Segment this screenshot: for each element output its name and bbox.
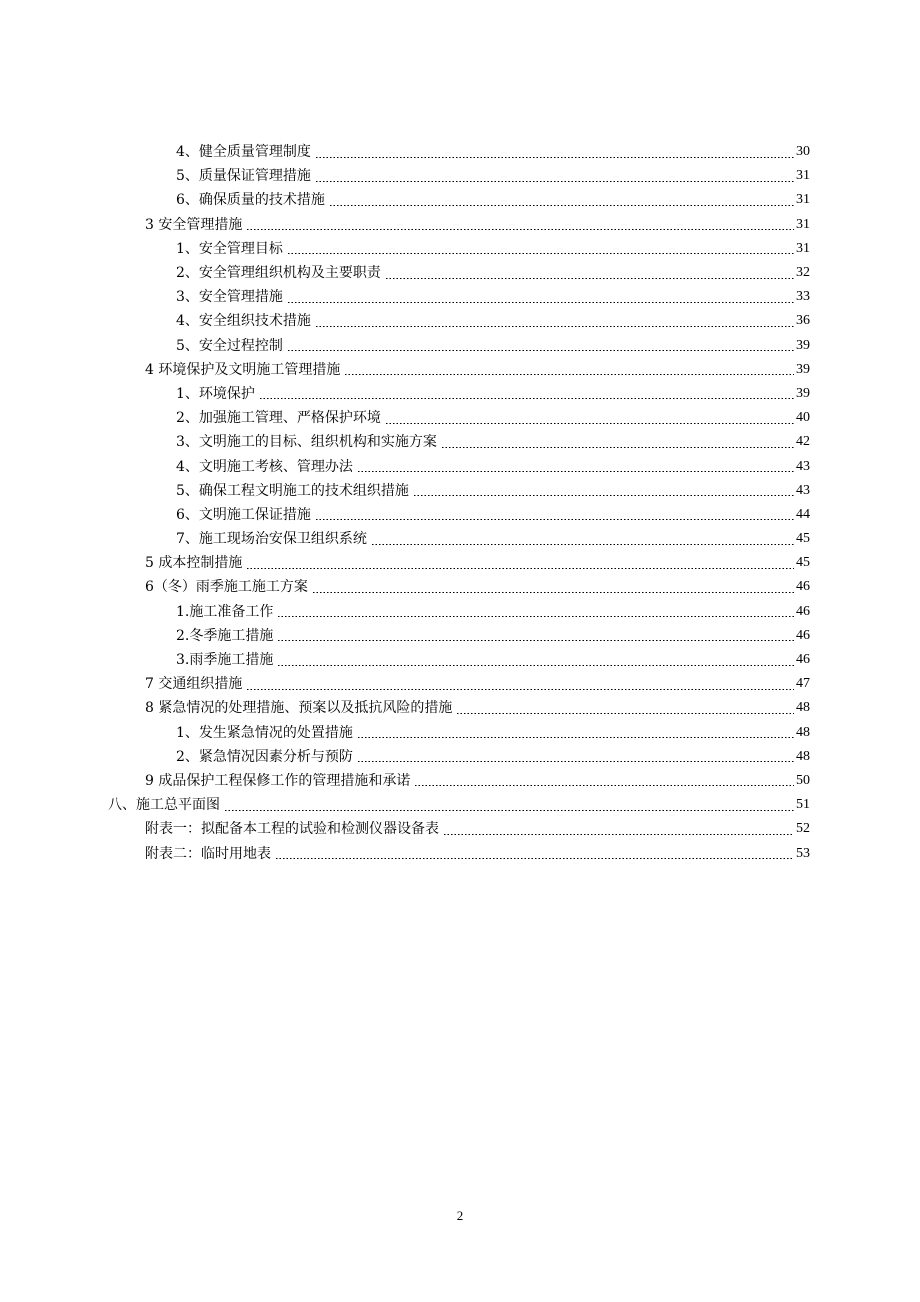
- toc-entry[interactable]: [0, 358, 920, 382]
- toc-dot-leader: [315, 157, 794, 158]
- toc-entry[interactable]: [0, 551, 920, 575]
- toc-entry-page: 42: [796, 434, 810, 450]
- toc-entry-page: 33: [796, 289, 810, 305]
- toc-entry-page: 32: [796, 265, 810, 281]
- toc-entry-title: 5、安全过程控制: [176, 337, 283, 354]
- toc-entry-page: 39: [796, 385, 810, 401]
- toc-entry-title: 7、施工现场治安保卫组织系统: [176, 531, 367, 548]
- toc-entry[interactable]: [0, 285, 920, 309]
- toc-entry-title: 3 安全管理措施: [145, 216, 243, 233]
- toc-entry-title: 1、安全管理目标: [176, 240, 283, 257]
- toc-dot-leader: [259, 398, 794, 399]
- toc-entry-page: 46: [796, 579, 810, 595]
- toc-entry-page: 52: [796, 821, 810, 837]
- toc-entry[interactable]: [0, 672, 920, 696]
- toc-entry-page: 45: [796, 555, 810, 571]
- toc-entry-title: 4、安全组织技术措施: [176, 313, 311, 330]
- toc-dot-leader: [357, 737, 794, 738]
- toc-entry[interactable]: [0, 140, 920, 164]
- toc-entry[interactable]: [0, 817, 920, 841]
- toc-entry[interactable]: [0, 503, 920, 527]
- toc-entry[interactable]: [0, 527, 920, 551]
- toc-entry-title: 2、加强施工管理、严格保护环境: [176, 410, 381, 427]
- toc-entry-title: 4、文明施工考核、管理办法: [176, 458, 353, 475]
- toc-entry[interactable]: [0, 309, 920, 333]
- toc-entry-page: 31: [796, 192, 810, 208]
- toc-entry-page: 48: [796, 724, 810, 740]
- toc-dot-leader: [329, 205, 794, 206]
- toc-dot-leader: [385, 423, 794, 424]
- toc-entry[interactable]: [0, 624, 920, 648]
- toc-entry-page: 31: [796, 240, 810, 256]
- toc-entry[interactable]: [0, 793, 920, 817]
- page-number: 2: [456, 1208, 464, 1223]
- toc-entry[interactable]: [0, 237, 920, 261]
- toc-entry-title: 2.冬季施工措施: [176, 627, 274, 644]
- toc-dot-leader: [312, 592, 794, 593]
- toc-entry[interactable]: [0, 382, 920, 406]
- toc-entry[interactable]: [0, 745, 920, 769]
- toc-dot-leader: [357, 761, 794, 762]
- table-of-contents: [0, 140, 920, 866]
- toc-entry[interactable]: [0, 334, 920, 358]
- toc-dot-leader: [344, 374, 794, 375]
- toc-entry-page: 39: [796, 337, 810, 353]
- toc-entry-title: 1、发生紧急情况的处置措施: [176, 724, 353, 741]
- toc-dot-leader: [315, 519, 794, 520]
- toc-entry-title: 6、确保质量的技术措施: [176, 192, 325, 209]
- toc-entry-title: 八、施工总平面图: [108, 797, 220, 814]
- toc-entry-title: 4 环境保护及文明施工管理措施: [145, 361, 341, 378]
- toc-entry-title: 4、健全质量管理制度: [176, 144, 311, 161]
- toc-entry-title: 2、安全管理组织机构及主要职责: [176, 265, 381, 282]
- toc-entry[interactable]: [0, 406, 920, 430]
- toc-entry-page: 43: [796, 458, 810, 474]
- toc-dot-leader: [413, 495, 794, 496]
- toc-dot-leader: [287, 253, 794, 254]
- toc-entry[interactable]: [0, 479, 920, 503]
- toc-entry-page: 51: [796, 797, 810, 813]
- toc-entry-page: 31: [796, 168, 810, 184]
- toc-entry[interactable]: [0, 188, 920, 212]
- toc-dot-leader: [224, 810, 794, 811]
- toc-dot-leader: [246, 689, 794, 690]
- toc-entry-title: 附表二：临时用地表: [145, 845, 271, 862]
- toc-entry-page: 30: [796, 144, 810, 160]
- toc-dot-leader: [385, 278, 794, 279]
- toc-entry[interactable]: [0, 721, 920, 745]
- toc-entry-page: 46: [796, 603, 810, 619]
- toc-entry-title: 7 交通组织措施: [145, 676, 243, 693]
- toc-dot-leader: [277, 665, 794, 666]
- toc-dot-leader: [371, 544, 794, 545]
- toc-dot-leader: [315, 181, 794, 182]
- toc-entry-page: 46: [796, 627, 810, 643]
- toc-dot-leader: [456, 713, 794, 714]
- toc-dot-leader: [277, 640, 794, 641]
- toc-dot-leader: [441, 447, 794, 448]
- toc-dot-leader: [277, 616, 794, 617]
- toc-dot-leader: [246, 568, 794, 569]
- toc-entry[interactable]: [0, 696, 920, 720]
- toc-entry-title: 8 紧急情况的处理措施、预案以及抵抗风险的措施: [145, 700, 453, 717]
- toc-entry-title: 2、紧急情况因素分析与预防: [176, 748, 353, 765]
- toc-entry-page: 53: [796, 845, 810, 861]
- toc-entry[interactable]: [0, 430, 920, 454]
- toc-entry-title: 附表一：拟配备本工程的试验和检测仪器设备表: [145, 821, 439, 838]
- toc-entry-page: 48: [796, 700, 810, 716]
- toc-entry-title: 5 成本控制措施: [145, 555, 243, 572]
- toc-entry-page: 40: [796, 410, 810, 426]
- toc-entry-page: 45: [796, 531, 810, 547]
- toc-entry-page: 50: [796, 772, 810, 788]
- toc-entry-title: 1.施工准备工作: [176, 603, 274, 620]
- toc-dot-leader: [287, 350, 794, 351]
- toc-dot-leader: [275, 858, 794, 859]
- toc-entry-page: 47: [796, 676, 810, 692]
- toc-entry-page: 43: [796, 482, 810, 498]
- toc-entry-page: 46: [796, 652, 810, 668]
- toc-entry[interactable]: [0, 261, 920, 285]
- toc-dot-leader: [414, 785, 794, 786]
- toc-dot-leader: [246, 229, 794, 230]
- toc-entry[interactable]: [0, 164, 920, 188]
- toc-dot-leader: [315, 326, 794, 327]
- toc-entry[interactable]: [0, 213, 920, 237]
- toc-entry-title: 6、文明施工保证措施: [176, 506, 311, 523]
- toc-entry-page: 36: [796, 313, 810, 329]
- toc-entry-title: 6（冬）雨季施工施工方案: [145, 579, 308, 596]
- toc-entry-title: 5、质量保证管理措施: [176, 168, 311, 185]
- toc-entry-page: 39: [796, 361, 810, 377]
- toc-dot-leader: [287, 302, 794, 303]
- toc-dot-leader: [443, 834, 794, 835]
- toc-entry-title: 9 成品保护工程保修工作的管理措施和承诺: [145, 772, 411, 789]
- toc-entry-title: 1、环境保护: [176, 385, 255, 402]
- toc-entry-title: 3.雨季施工措施: [176, 652, 274, 669]
- toc-entry[interactable]: [0, 575, 920, 599]
- toc-entry[interactable]: [0, 841, 920, 865]
- toc-dot-leader: [357, 471, 794, 472]
- toc-entry[interactable]: [0, 600, 920, 624]
- toc-entry-title: 5、确保工程文明施工的技术组织措施: [176, 482, 409, 499]
- toc-entry-page: 48: [796, 748, 810, 764]
- toc-entry[interactable]: [0, 648, 920, 672]
- toc-entry-page: 31: [796, 216, 810, 232]
- toc-entry-page: 44: [796, 506, 810, 522]
- toc-entry-title: 3、安全管理措施: [176, 289, 283, 306]
- toc-entry[interactable]: [0, 454, 920, 478]
- toc-entry[interactable]: [0, 769, 920, 793]
- toc-entry-title: 3、文明施工的目标、组织机构和实施方案: [176, 434, 437, 451]
